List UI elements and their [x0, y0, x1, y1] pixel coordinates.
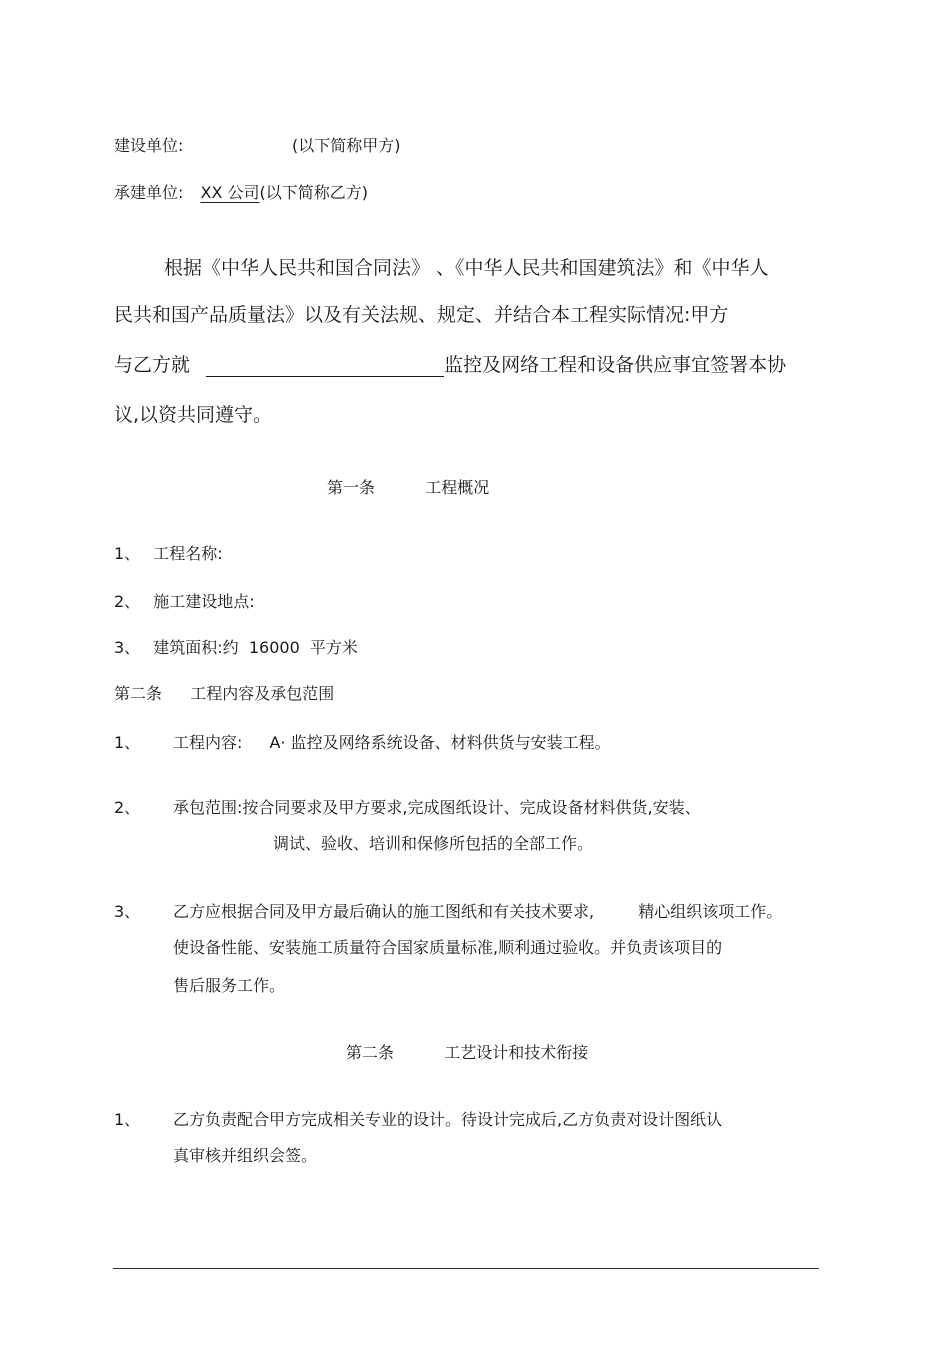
intro-line-2: 民共和国产品质量法》以及有关法规、规定、并结合本工程实际情况:甲方	[114, 304, 729, 326]
article2-item-3-line-2: 使设备性能、安装施工质量符合国家质量标准,顺利通过验收。并负责该项目的	[173, 938, 723, 957]
contractor-line	[114, 183, 368, 203]
contractor-note: (以下简称乙方)	[259, 183, 369, 202]
article2-item-3-line-1	[173, 902, 782, 922]
article2-item-1-number: 1、	[114, 733, 141, 752]
item-number: 3、	[114, 638, 141, 657]
article3-heading	[346, 1043, 588, 1063]
article2-title: 工程内容及承包范围	[190, 684, 335, 703]
builder-note: (以下简称甲方)	[292, 136, 401, 155]
article1-title: 工程概况	[425, 478, 490, 497]
article1-item-3	[114, 638, 358, 658]
article2-number: 第二条	[114, 684, 163, 703]
intro-line-3-prefix: 与乙方就	[114, 354, 191, 376]
contractor-name: XX 公司	[200, 183, 260, 202]
article2-item-2-number: 2、	[114, 798, 141, 817]
project-name-blank[interactable]	[206, 356, 444, 377]
article1-item-1	[114, 544, 223, 564]
article2-item-1-label: 工程内容:	[173, 733, 243, 752]
intro-line-3	[114, 353, 786, 377]
intro-line-1: 根据《中华人民共和国合同法》 、《中华人民共和国建筑法》和《中华人	[164, 257, 769, 279]
article2-item-3-line-3: 售后服务工作。	[173, 976, 286, 995]
item-number: 1、	[114, 544, 141, 563]
builder-label: 建设单位:	[114, 136, 184, 155]
article2-item-3-number: 3、	[114, 902, 141, 921]
article2-item-2-line-1: 承包范围:按合同要求及甲方要求,完成图纸设计、完成设备材料供货,安装、	[173, 798, 701, 817]
footer-divider	[113, 1268, 819, 1269]
article1-heading	[327, 478, 489, 498]
article2-item-1-text: A· 监控及网络系统设备、材料供货与安装工程。	[269, 733, 611, 752]
article1-item-2	[114, 592, 255, 612]
article2-item-3-line-1a: 乙方应根据合同及甲方最后确认的施工图纸和有关技术要求,	[173, 902, 595, 921]
article3-number: 第二条	[346, 1043, 395, 1062]
article3-item-1-line-2: 真审核并组织会签。	[173, 1146, 318, 1165]
intro-line-4: 议,以资共同遵守。	[114, 404, 273, 426]
item-text: 建筑面积:约 16000 平方米	[153, 638, 358, 657]
article2-item-1	[173, 733, 611, 753]
item-number: 2、	[114, 592, 141, 611]
article1-number: 第一条	[327, 478, 376, 497]
item-text: 工程名称:	[153, 544, 223, 563]
article3-title: 工艺设计和技术衔接	[444, 1043, 589, 1062]
article2-item-3-line-1b: 精心组织该项工作。	[638, 902, 783, 921]
article2-heading	[114, 684, 334, 704]
item-text: 施工建设地点:	[153, 592, 255, 611]
article2-item-2-line-2: 调试、验收、培训和保修所包括的全部工作。	[273, 834, 594, 853]
article3-item-1-line-1: 乙方负责配合甲方完成相关专业的设计。待设计完成后,乙方负责对设计图纸认	[173, 1110, 723, 1129]
article3-item-1-number: 1、	[114, 1110, 141, 1129]
intro-line-3-suffix: 监控及网络工程和设备供应事宜签署本协	[444, 354, 787, 376]
contractor-label: 承建单位:	[114, 183, 184, 202]
